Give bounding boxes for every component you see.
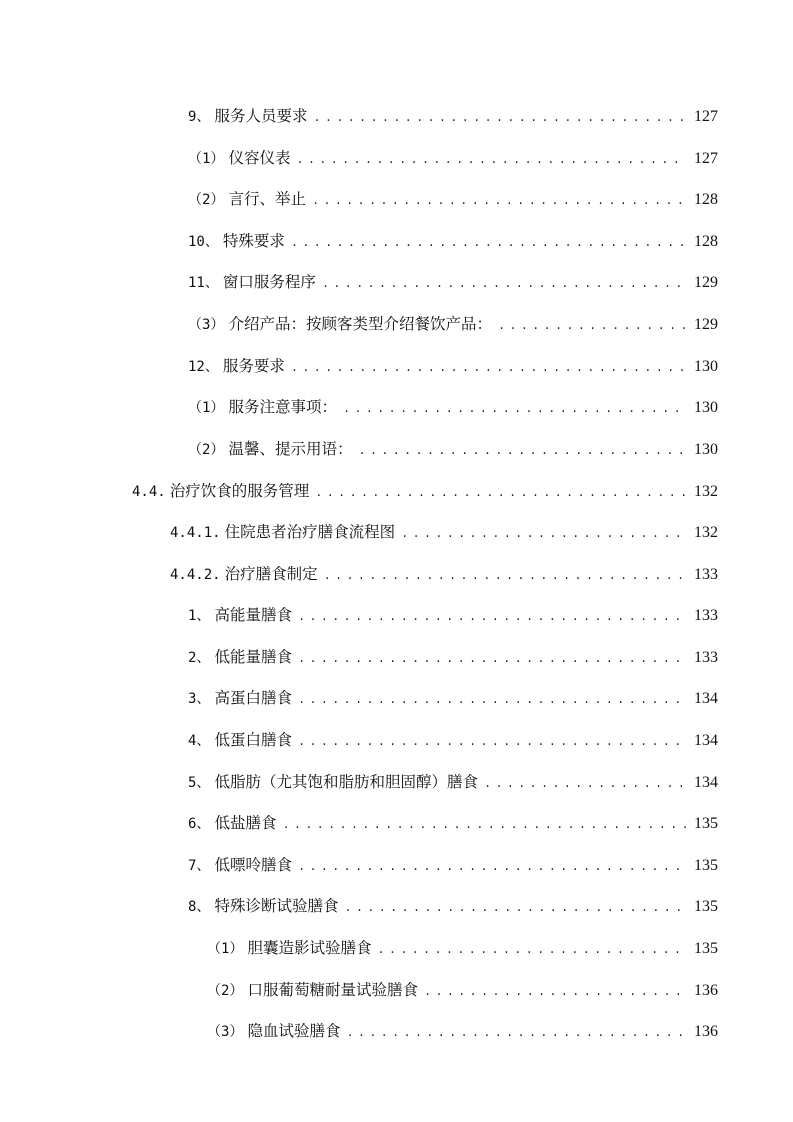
toc-entry-title: 服务注意事项： xyxy=(228,398,337,416)
toc-entry[interactable] xyxy=(188,229,718,253)
toc-entry[interactable] xyxy=(188,894,718,918)
toc-entry-title: 低盐膳食 xyxy=(214,814,277,832)
toc-entry-number: （3） xyxy=(188,317,225,333)
toc-entry-title: 温馨、提示用语： xyxy=(228,440,353,458)
dot-leader xyxy=(291,231,686,255)
dot-leader xyxy=(298,688,686,712)
toc-entry-title: 低脂肪（尤其饱和脂肪和胆固醇）膳食 xyxy=(214,773,478,791)
toc-entry-number: 4.4.1. xyxy=(170,525,221,541)
dot-leader xyxy=(322,272,686,296)
toc-entry-number: 12、 xyxy=(188,359,219,375)
toc-entry-page: 135 xyxy=(694,940,718,957)
toc-entry-number: 4、 xyxy=(188,733,211,749)
toc-entry[interactable] xyxy=(188,728,718,752)
toc-entry-page: 128 xyxy=(694,191,718,208)
toc-entry-title: 住院患者治疗膳食流程图 xyxy=(224,523,396,541)
toc-entry-title: 高蛋白膳食 xyxy=(214,689,292,707)
dot-leader xyxy=(313,106,686,130)
toc-entry-page: 130 xyxy=(694,441,718,458)
dot-leader xyxy=(377,938,686,962)
toc-entry-page: 128 xyxy=(694,233,718,250)
toc-entry-number: 11、 xyxy=(188,275,219,291)
dot-leader xyxy=(296,148,686,172)
toc-entry-number: 10、 xyxy=(188,234,219,250)
toc-entry-title: 隐血试验膳食 xyxy=(247,1022,341,1040)
toc-entry-number: 5、 xyxy=(188,775,211,791)
toc-entry-number: （2） xyxy=(188,442,225,458)
toc-entry-page: 132 xyxy=(694,483,718,500)
toc-entry-page: 134 xyxy=(694,732,718,749)
dot-leader xyxy=(424,980,686,1004)
toc-entry-title: 介绍产品：按顾客类型介绍餐饮产品： xyxy=(228,315,492,333)
toc-entry[interactable] xyxy=(188,146,718,170)
dot-leader xyxy=(291,356,686,380)
dot-leader xyxy=(315,481,686,505)
toc-entry[interactable] xyxy=(188,354,718,378)
toc-entry-number: 7、 xyxy=(188,858,211,874)
toc-entry-number: 2、 xyxy=(188,650,211,666)
toc-entry-title: 特殊诊断试验膳食 xyxy=(214,897,339,915)
toc-entry-page: 130 xyxy=(694,358,718,375)
toc-entry-page: 133 xyxy=(694,607,718,624)
toc-entry-number: 4.4.2. xyxy=(170,567,221,583)
toc-entry[interactable] xyxy=(132,479,718,503)
toc-entry-title: 口服葡萄糖耐量试验膳食 xyxy=(247,981,418,999)
dot-leader xyxy=(498,314,686,338)
toc-entry-number: （1） xyxy=(188,400,225,416)
toc-entry-title: 高能量膳食 xyxy=(214,606,292,624)
toc-entry-page: 132 xyxy=(694,524,718,541)
toc-entry-title: 低嘌呤膳食 xyxy=(214,856,292,874)
dot-leader xyxy=(312,189,686,213)
toc-entry[interactable] xyxy=(188,811,718,835)
toc-entry[interactable] xyxy=(207,936,718,960)
toc-entry[interactable] xyxy=(207,1019,718,1043)
toc-entry[interactable] xyxy=(170,562,718,586)
dot-leader xyxy=(484,772,686,796)
toc-entry-page: 136 xyxy=(694,1023,718,1040)
toc-entry-page: 133 xyxy=(694,566,718,583)
toc-entry-number: 6、 xyxy=(188,816,211,832)
toc-entry[interactable] xyxy=(188,645,718,669)
toc-entry-title: 服务要求 xyxy=(222,357,285,375)
toc-entry-number: 4.4. xyxy=(132,484,166,500)
toc-entry-number: 8、 xyxy=(188,899,211,915)
toc-entry[interactable] xyxy=(188,437,718,461)
toc-entry-page: 127 xyxy=(694,108,718,125)
toc-entry-title: 服务人员要求 xyxy=(214,107,308,125)
toc-entry-title: 言行、举止 xyxy=(228,190,306,208)
toc-entry-title: 特殊要求 xyxy=(222,232,285,250)
dot-leader xyxy=(324,564,686,588)
toc-entry[interactable] xyxy=(188,603,718,627)
toc-entry[interactable] xyxy=(188,395,718,419)
dot-leader xyxy=(298,605,686,629)
dot-leader xyxy=(344,896,686,920)
toc-entry-title: 治疗饮食的服务管理 xyxy=(169,482,310,500)
toc-entry[interactable] xyxy=(188,770,718,794)
toc-entry[interactable] xyxy=(188,686,718,710)
toc-entry-number: （1） xyxy=(188,151,225,167)
toc-entry-title: 胆囊造影试验膳食 xyxy=(247,939,372,957)
toc-entry-title: 低能量膳食 xyxy=(214,648,292,666)
toc-entry-page: 129 xyxy=(694,274,718,291)
toc-entry-number: 1、 xyxy=(188,608,211,624)
toc-entry-number: （1） xyxy=(207,941,244,957)
toc-entry-title: 窗口服务程序 xyxy=(222,273,316,291)
toc-entry-title: 低蛋白膳食 xyxy=(214,731,292,749)
dot-leader xyxy=(298,647,686,671)
dot-leader xyxy=(401,522,686,546)
toc-entry-page: 133 xyxy=(694,649,718,666)
toc-entry[interactable] xyxy=(188,187,718,211)
dot-leader xyxy=(358,439,686,463)
toc-entry-page: 135 xyxy=(694,857,718,874)
toc-entry[interactable] xyxy=(170,520,718,544)
toc-entry-page: 127 xyxy=(694,150,718,167)
dot-leader xyxy=(282,813,686,837)
toc-entry-number: 9、 xyxy=(188,109,211,125)
toc-entry[interactable] xyxy=(188,312,718,336)
toc-entry-page: 129 xyxy=(694,316,718,333)
dot-leader xyxy=(298,855,686,879)
toc-entry-page: 134 xyxy=(694,690,718,707)
toc-entry[interactable] xyxy=(188,853,718,877)
toc-entry[interactable] xyxy=(188,104,718,128)
dot-leader xyxy=(298,730,686,754)
toc-entry-title: 治疗膳食制定 xyxy=(224,565,318,583)
toc-entry-number: 3、 xyxy=(188,691,211,707)
toc-entry[interactable] xyxy=(207,978,718,1002)
toc-entry-page: 130 xyxy=(694,399,718,416)
toc-entry-page: 134 xyxy=(694,774,718,791)
toc-entry-page: 135 xyxy=(694,815,718,832)
dot-leader xyxy=(343,397,686,421)
toc-entry-page: 135 xyxy=(694,898,718,915)
toc-entry[interactable] xyxy=(188,270,718,294)
toc-entry-number: （2） xyxy=(207,983,244,999)
dot-leader xyxy=(346,1021,686,1045)
toc-entry-number: （2） xyxy=(188,192,225,208)
toc-entry-title: 仪容仪表 xyxy=(228,149,291,167)
toc-entry-number: （3） xyxy=(207,1024,244,1040)
toc-entry-page: 136 xyxy=(694,982,718,999)
